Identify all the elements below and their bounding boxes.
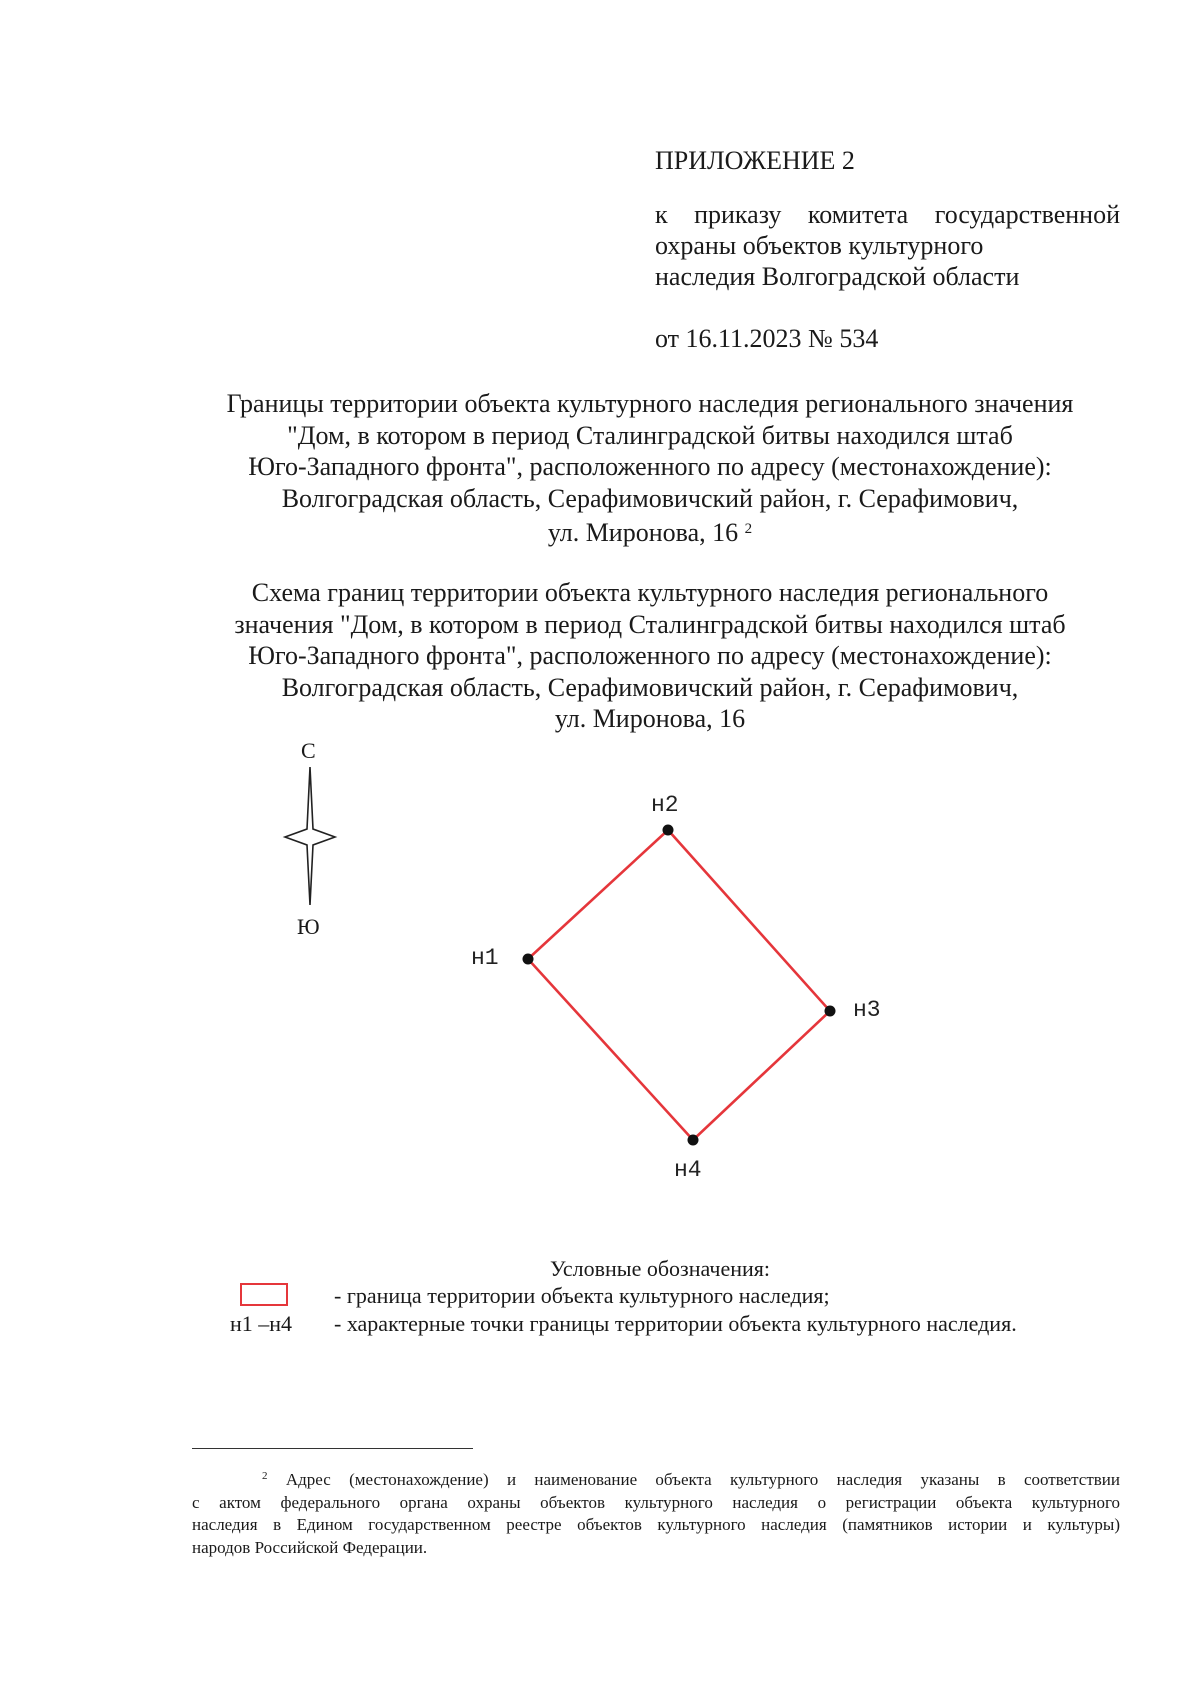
legend-points-symbol: н1 –н4 <box>230 1311 293 1336</box>
footnote-line: наследия в Едином государственном реестре объектов культурного наследия (памятников истории и культуры) <box>192 1515 1120 1534</box>
point-n4-marker <box>688 1135 699 1146</box>
annex-order-line: наследия Волгоградской области <box>655 262 1020 291</box>
boundary-line <box>528 830 830 1140</box>
heading-line: ул. Миронова, 16 <box>554 704 746 733</box>
point-n1-label: н1 <box>471 945 499 971</box>
footnote-line-first <box>192 1465 1120 1492</box>
legend-title: Условные обозначения: <box>549 1256 771 1281</box>
heading-line: Волгоградская область, Серафимовичский район, г. Серафимович, <box>281 672 1019 702</box>
legend-points-text: - характерные точки границы территории объекта культурного наследия. <box>334 1311 1017 1336</box>
legend-boundary-symbol <box>240 1283 288 1306</box>
annex-order-line: к приказу комитета государственной <box>655 200 1120 229</box>
point-n2-label: н2 <box>651 792 679 818</box>
footnote <box>192 1465 1120 1559</box>
heading-line: Юго-Западного фронта", расположенного по адресу (местонахождение): <box>248 641 1052 670</box>
heading-line: значения "Дом, в котором в период Сталинградской битвы находился штаб <box>234 609 1066 639</box>
compass-north-label: С <box>301 738 316 763</box>
annex-date: от 16.11.2023 № 534 <box>655 324 879 353</box>
legend-boundary-text: - граница территории объекта культурного наследия; <box>334 1283 830 1308</box>
heading-line: "Дом, в котором в период Сталинградской битвы находился штаб <box>287 420 1013 450</box>
point-n2-marker <box>663 825 674 836</box>
footnote-mark: 2 <box>262 1470 268 1482</box>
point-n3-label: н3 <box>853 997 881 1023</box>
point-n3-marker <box>825 1006 836 1017</box>
annex-order-line: охраны объектов культурного <box>655 231 984 260</box>
compass-south-label: Ю <box>297 914 320 939</box>
heading-line: Юго-Западного фронта", расположенного по адресу (местонахождение): <box>248 452 1052 481</box>
point-n4-label: н4 <box>674 1157 702 1183</box>
annex-order-reference <box>655 199 1120 292</box>
borders-heading <box>180 388 1120 549</box>
footnote-divider <box>192 1448 473 1449</box>
footnote-line: Адрес (местонахождение) и наименование объекта культурного наследия указаны в соответствии <box>285 1470 1120 1489</box>
heading-line: Волгоградская область, Серафимовичский район, г. Серафимович, <box>281 483 1019 513</box>
annex-title: ПРИЛОЖЕНИЕ 2 <box>655 146 855 175</box>
compass-rose-icon <box>280 765 340 907</box>
heading-line: ул. Миронова, 16 <box>547 518 739 547</box>
heading-line: Схема границ территории объекта культурного наследия регионального <box>251 578 1049 607</box>
scheme-heading <box>180 577 1120 735</box>
footnote-reference[interactable]: 2 <box>744 521 753 537</box>
heading-line-last <box>180 514 1120 549</box>
heading-line: Границы территории объекта культурного наследия регионального значения <box>226 389 1074 418</box>
point-n1-marker <box>523 954 534 965</box>
footnote-line: народов Российской Федерации. <box>192 1537 428 1557</box>
footnote-line: с актом федерального органа охраны объектов культурного наследия о регистрации объекта культурного <box>192 1492 1120 1512</box>
boundary-diagram <box>500 800 860 1160</box>
